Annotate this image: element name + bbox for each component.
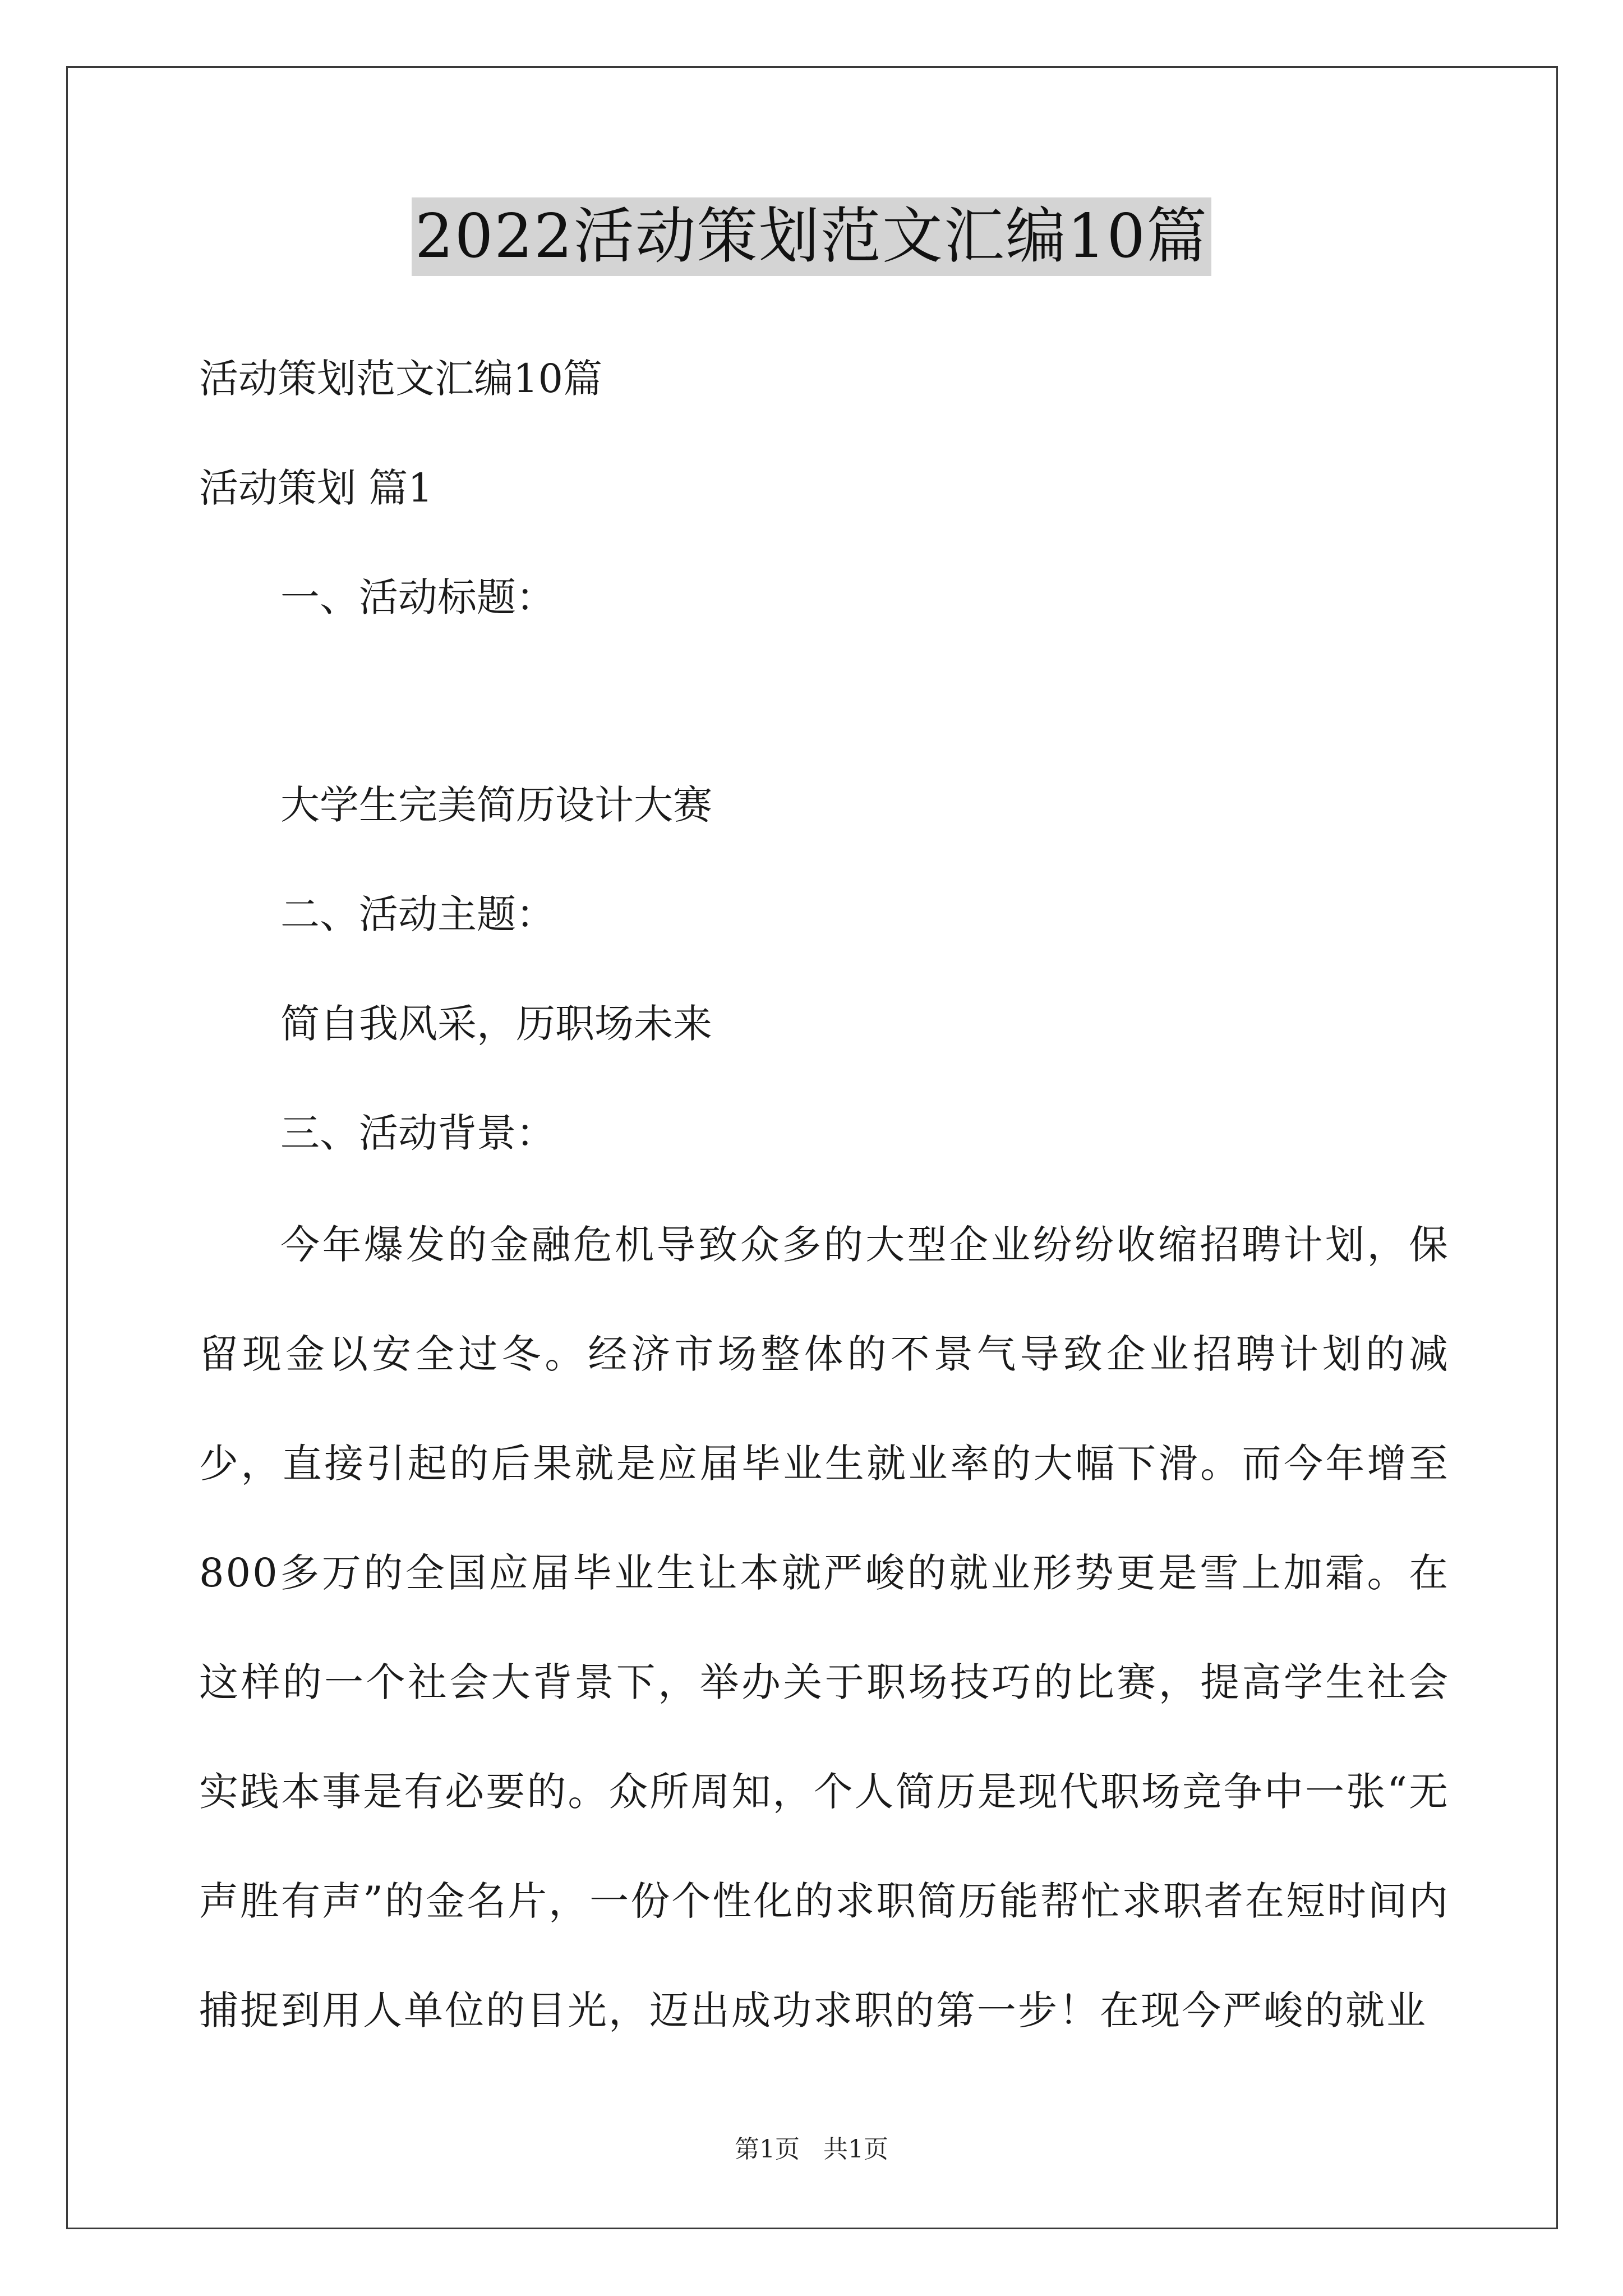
activity-theme-text: 简自我风采，历职场未来: [280, 1001, 712, 1047]
page-footer: [0, 2129, 1623, 2165]
document-title: 2022活动策划范文汇编10篇: [412, 197, 1211, 276]
heading-activity-title: 一、活动标题：: [280, 574, 555, 620]
heading-activity-theme: 二、活动主题：: [280, 891, 555, 937]
section-heading: 活动策划 篇1: [199, 465, 433, 511]
document-subtitle: 活动策划范文汇编10篇: [199, 356, 603, 402]
heading-activity-background: 三、活动背景：: [280, 1110, 555, 1156]
page-total: 共1页: [823, 2135, 888, 2164]
title-container: [0, 197, 1623, 276]
page-number: 第1页: [735, 2135, 800, 2164]
background-paragraph: 今年爆发的金融危机导致众多的大型企业纷纷收缩招聘计划，保留现金以安全过冬。经济市场整体的不景气导致企业招聘计划的减少，直接引起的后果就是应届毕业生就业率的大幅下滑。而今年增至800多万的全国应届毕业生让本就严峻的就业形势更是雪上加霜。在这样的一个社会大背景下，举办关于职场技巧的比赛，提高学生社会实践本事是有必要的。众所周知，个人简历是现代职场竞争中一张“无声胜有声”的金名片，一份个性化的求职简历能帮忙求职者在短时间内捕捉到用人单位的目光，迈出成功求职的第一步！在现今严峻的就业: [199, 1222, 1450, 2033]
activity-title-text: 大学生完美简历设计大赛: [280, 782, 712, 828]
